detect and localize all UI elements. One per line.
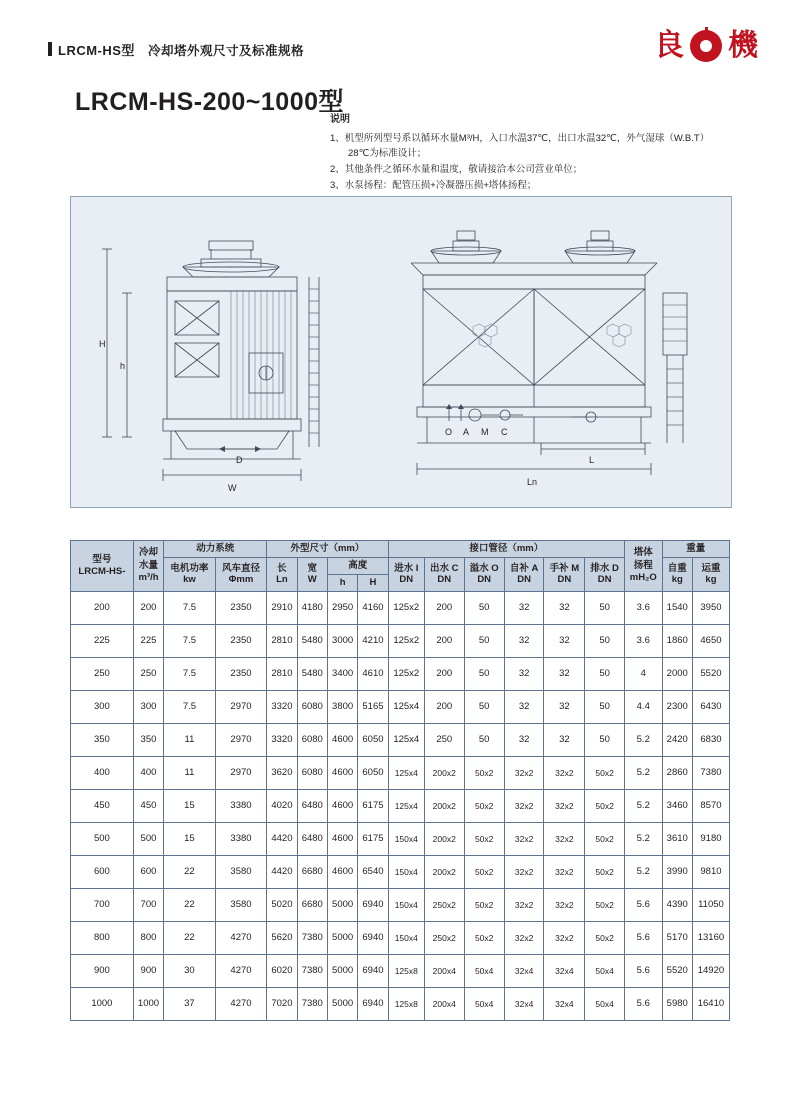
th-height-h: h bbox=[327, 574, 357, 591]
cell: 6680 bbox=[297, 888, 327, 921]
cell: 32 bbox=[504, 591, 544, 624]
table-row bbox=[71, 921, 730, 954]
cell: 700 bbox=[71, 888, 134, 921]
cell: 4.4 bbox=[624, 690, 662, 723]
cell: 14920 bbox=[692, 954, 729, 987]
cell: 9180 bbox=[692, 822, 729, 855]
th-flow: 冷却 水量 m³/h bbox=[133, 541, 163, 592]
table-row bbox=[71, 591, 730, 624]
cell: 50 bbox=[464, 657, 504, 690]
cell: 37 bbox=[164, 987, 216, 1020]
cell: 7.5 bbox=[164, 591, 216, 624]
cell: 3580 bbox=[215, 888, 267, 921]
cell: 250x2 bbox=[424, 921, 464, 954]
nozzle-label-C: C bbox=[501, 427, 508, 437]
cell: 900 bbox=[71, 954, 134, 987]
cell: 2350 bbox=[215, 624, 267, 657]
table-row bbox=[71, 954, 730, 987]
cell: 11 bbox=[164, 756, 216, 789]
cell: 5.2 bbox=[624, 789, 662, 822]
cell: 3610 bbox=[662, 822, 692, 855]
cell: 125x2 bbox=[388, 624, 424, 657]
cell: 200x2 bbox=[424, 756, 464, 789]
cell: 32x2 bbox=[504, 756, 544, 789]
dim-label-D: D bbox=[236, 455, 243, 465]
cell: 13160 bbox=[692, 921, 729, 954]
cell: 3620 bbox=[267, 756, 297, 789]
cell: 4160 bbox=[358, 591, 388, 624]
table-row bbox=[71, 789, 730, 822]
cell: 32x4 bbox=[504, 987, 544, 1020]
cell: 5.6 bbox=[624, 954, 662, 987]
cell: 6940 bbox=[358, 987, 388, 1020]
cell: 5.2 bbox=[624, 756, 662, 789]
cell: 32x2 bbox=[504, 789, 544, 822]
cell: 2860 bbox=[662, 756, 692, 789]
cell: 32x2 bbox=[504, 888, 544, 921]
cell: 50x4 bbox=[585, 987, 625, 1020]
cell: 50x2 bbox=[585, 789, 625, 822]
cell: 200x4 bbox=[424, 987, 464, 1020]
cell: 300 bbox=[71, 690, 134, 723]
specification-table-body bbox=[71, 591, 730, 1020]
cell: 3460 bbox=[662, 789, 692, 822]
header-accent-bar bbox=[48, 42, 52, 56]
drawing-panel bbox=[70, 196, 732, 508]
cell: 4420 bbox=[267, 855, 297, 888]
page-header bbox=[0, 0, 800, 86]
cell: 32x2 bbox=[544, 855, 585, 888]
cell: 32x2 bbox=[544, 756, 585, 789]
cell: 15 bbox=[164, 822, 216, 855]
dim-label-H: H bbox=[99, 339, 106, 349]
cell: 4270 bbox=[215, 987, 267, 1020]
company-logo bbox=[654, 30, 758, 62]
cell: 32x2 bbox=[504, 822, 544, 855]
cell: 22 bbox=[164, 855, 216, 888]
cell: 32 bbox=[544, 723, 585, 756]
cell: 5000 bbox=[327, 954, 357, 987]
cell: 6080 bbox=[297, 690, 327, 723]
th-operating-weight: 运重 kg bbox=[692, 558, 729, 592]
cell: 32x2 bbox=[504, 855, 544, 888]
cell: 6940 bbox=[358, 921, 388, 954]
cell: 225 bbox=[133, 624, 163, 657]
cell: 6940 bbox=[358, 954, 388, 987]
cell: 2910 bbox=[267, 591, 297, 624]
cell: 4600 bbox=[327, 789, 357, 822]
page-title: LRCM-HS-200~1000型 bbox=[75, 88, 345, 116]
cell: 600 bbox=[133, 855, 163, 888]
cell: 5.6 bbox=[624, 987, 662, 1020]
cell: 5620 bbox=[267, 921, 297, 954]
header-model-tag: LRCM-HS型 bbox=[58, 43, 135, 58]
cell: 7.5 bbox=[164, 690, 216, 723]
cell: 125x2 bbox=[388, 657, 424, 690]
cell: 50 bbox=[585, 591, 625, 624]
cell: 6175 bbox=[358, 822, 388, 855]
cell: 2300 bbox=[662, 690, 692, 723]
table-row bbox=[71, 723, 730, 756]
cell: 4610 bbox=[358, 657, 388, 690]
cell: 6540 bbox=[358, 855, 388, 888]
cell: 250 bbox=[424, 723, 464, 756]
cell: 7380 bbox=[692, 756, 729, 789]
cell: 5020 bbox=[267, 888, 297, 921]
cell: 50x2 bbox=[585, 756, 625, 789]
cell: 50x4 bbox=[464, 987, 504, 1020]
notes-title: 说明 bbox=[330, 114, 350, 125]
specification-table-wrap bbox=[70, 540, 730, 1021]
cell: 5000 bbox=[327, 888, 357, 921]
cell: 50x2 bbox=[585, 822, 625, 855]
cell: 32 bbox=[544, 690, 585, 723]
th-net-weight: 自重 kg bbox=[662, 558, 692, 592]
cell: 125x4 bbox=[388, 789, 424, 822]
cell: 2420 bbox=[662, 723, 692, 756]
notes-line: 28℃为标准设计； bbox=[348, 148, 427, 160]
cell: 6830 bbox=[692, 723, 729, 756]
th-motor-power: 电机功率 kw bbox=[164, 558, 216, 592]
th-inlet: 进水 I DN bbox=[388, 558, 424, 592]
cell: 3380 bbox=[215, 822, 267, 855]
cell: 2950 bbox=[327, 591, 357, 624]
cell: 32x2 bbox=[544, 822, 585, 855]
cell: 4600 bbox=[327, 822, 357, 855]
cell: 350 bbox=[133, 723, 163, 756]
cell: 800 bbox=[71, 921, 134, 954]
cell: 6480 bbox=[297, 822, 327, 855]
cell: 5170 bbox=[662, 921, 692, 954]
cell: 5520 bbox=[662, 954, 692, 987]
cell: 4020 bbox=[267, 789, 297, 822]
cell: 3950 bbox=[692, 591, 729, 624]
cell: 6050 bbox=[358, 756, 388, 789]
cell: 5000 bbox=[327, 987, 357, 1020]
cell: 125x4 bbox=[388, 756, 424, 789]
cell: 6050 bbox=[358, 723, 388, 756]
cell: 150x4 bbox=[388, 822, 424, 855]
cell: 5480 bbox=[297, 624, 327, 657]
cell: 2810 bbox=[267, 657, 297, 690]
cell: 5.6 bbox=[624, 888, 662, 921]
cell: 800 bbox=[133, 921, 163, 954]
cell: 350 bbox=[71, 723, 134, 756]
cell: 3990 bbox=[662, 855, 692, 888]
cell: 50x2 bbox=[464, 921, 504, 954]
th-head: 塔体 扬程 mH₂O bbox=[624, 541, 662, 592]
cell: 50x2 bbox=[585, 888, 625, 921]
cell: 32x2 bbox=[544, 888, 585, 921]
cell: 15 bbox=[164, 789, 216, 822]
cell: 32x4 bbox=[504, 954, 544, 987]
th-length: 长 Ln bbox=[267, 558, 297, 592]
cell: 50 bbox=[585, 657, 625, 690]
cell: 50 bbox=[464, 591, 504, 624]
cell: 22 bbox=[164, 888, 216, 921]
cell: 500 bbox=[133, 822, 163, 855]
cell: 11050 bbox=[692, 888, 729, 921]
cell: 4390 bbox=[662, 888, 692, 921]
cell: 3400 bbox=[327, 657, 357, 690]
cell: 200 bbox=[133, 591, 163, 624]
cell: 5.2 bbox=[624, 822, 662, 855]
cell: 1000 bbox=[133, 987, 163, 1020]
cell: 5.2 bbox=[624, 855, 662, 888]
cell: 50x2 bbox=[464, 756, 504, 789]
cell: 2350 bbox=[215, 591, 267, 624]
cell: 32x4 bbox=[544, 987, 585, 1020]
cell: 125x8 bbox=[388, 954, 424, 987]
cell: 150x4 bbox=[388, 855, 424, 888]
th-group-connections: 接口管径（mm） bbox=[388, 541, 624, 558]
cell: 3580 bbox=[215, 855, 267, 888]
cell: 32x2 bbox=[544, 921, 585, 954]
cell: 3320 bbox=[267, 723, 297, 756]
table-row bbox=[71, 624, 730, 657]
th-height-H: H bbox=[358, 574, 388, 591]
cell: 3320 bbox=[267, 690, 297, 723]
cell: 5000 bbox=[327, 921, 357, 954]
cell: 150x4 bbox=[388, 888, 424, 921]
cell: 3.6 bbox=[624, 591, 662, 624]
cell: 4600 bbox=[327, 756, 357, 789]
cell: 50 bbox=[464, 690, 504, 723]
cell: 400 bbox=[133, 756, 163, 789]
cell: 50 bbox=[585, 690, 625, 723]
nozzle-label-M: M bbox=[481, 427, 489, 437]
notes-line: 2、其他条件之循环水量和温度，敬请接洽本公司营业单位； bbox=[330, 163, 583, 175]
cell: 32 bbox=[544, 624, 585, 657]
cell: 2970 bbox=[215, 690, 267, 723]
dim-label-h: h bbox=[120, 361, 126, 371]
notes-line: 3、水泵扬程：配管压损+冷凝器压损+塔体扬程； bbox=[330, 179, 537, 191]
th-height-group: 高度 bbox=[327, 558, 388, 575]
cell: 50x4 bbox=[585, 954, 625, 987]
cell: 250 bbox=[71, 657, 134, 690]
cell: 125x8 bbox=[388, 987, 424, 1020]
cell: 6430 bbox=[692, 690, 729, 723]
th-overflow: 溢水 O DN bbox=[464, 558, 504, 592]
cell: 300 bbox=[133, 690, 163, 723]
cell: 2810 bbox=[267, 624, 297, 657]
cell: 4600 bbox=[327, 723, 357, 756]
th-outlet: 出水 C DN bbox=[424, 558, 464, 592]
cell: 5.6 bbox=[624, 921, 662, 954]
cell: 50x2 bbox=[464, 789, 504, 822]
cell: 50 bbox=[585, 723, 625, 756]
cell: 7380 bbox=[297, 954, 327, 987]
cell: 3000 bbox=[327, 624, 357, 657]
cell: 3800 bbox=[327, 690, 357, 723]
cell: 5480 bbox=[297, 657, 327, 690]
cell: 1540 bbox=[662, 591, 692, 624]
cell: 9810 bbox=[692, 855, 729, 888]
cell: 125x4 bbox=[388, 690, 424, 723]
notes-block bbox=[330, 112, 750, 193]
cell: 400 bbox=[71, 756, 134, 789]
cell: 32 bbox=[544, 591, 585, 624]
cell: 450 bbox=[133, 789, 163, 822]
cell: 200 bbox=[424, 624, 464, 657]
cell: 4210 bbox=[358, 624, 388, 657]
cooling-tower-drawings bbox=[71, 197, 729, 505]
cell: 250 bbox=[133, 657, 163, 690]
cell: 200 bbox=[424, 591, 464, 624]
table-row bbox=[71, 822, 730, 855]
cell: 5980 bbox=[662, 987, 692, 1020]
cell: 32x2 bbox=[544, 789, 585, 822]
cell: 500 bbox=[71, 822, 134, 855]
cell: 5.2 bbox=[624, 723, 662, 756]
cell: 4180 bbox=[297, 591, 327, 624]
cell: 50x2 bbox=[585, 921, 625, 954]
cell: 50x4 bbox=[464, 954, 504, 987]
cell: 50 bbox=[585, 624, 625, 657]
dim-label-L: L bbox=[589, 455, 595, 465]
cell: 32 bbox=[544, 657, 585, 690]
cell: 150x4 bbox=[388, 921, 424, 954]
th-group-power: 动力系统 bbox=[164, 541, 267, 558]
cell: 4650 bbox=[692, 624, 729, 657]
cell: 700 bbox=[133, 888, 163, 921]
cell: 6080 bbox=[297, 723, 327, 756]
cell: 900 bbox=[133, 954, 163, 987]
cell: 32 bbox=[504, 657, 544, 690]
cell: 600 bbox=[71, 855, 134, 888]
cell: 200x2 bbox=[424, 822, 464, 855]
logo-char-left: 良 bbox=[654, 28, 684, 63]
cell: 50x2 bbox=[464, 822, 504, 855]
cell: 7380 bbox=[297, 987, 327, 1020]
th-group-weight: 重量 bbox=[662, 541, 729, 558]
cell: 200 bbox=[424, 690, 464, 723]
table-row bbox=[71, 888, 730, 921]
th-fan-diameter: 风车直径 Φmm bbox=[215, 558, 267, 592]
cell: 1860 bbox=[662, 624, 692, 657]
table-row bbox=[71, 756, 730, 789]
cell: 250x2 bbox=[424, 888, 464, 921]
cell: 4270 bbox=[215, 954, 267, 987]
cell: 200x2 bbox=[424, 855, 464, 888]
notes-line: 1、机型所列型号系以循环水量M³/H，入口水温37℃，出口水温32℃，外气湿球（W.B.T） bbox=[330, 132, 710, 144]
cell: 2350 bbox=[215, 657, 267, 690]
cell: 4270 bbox=[215, 921, 267, 954]
gear-icon bbox=[690, 30, 722, 62]
dim-label-W: W bbox=[228, 483, 237, 493]
cell: 30 bbox=[164, 954, 216, 987]
cell: 11 bbox=[164, 723, 216, 756]
cell: 6175 bbox=[358, 789, 388, 822]
th-model: 型号 LRCM-HS- bbox=[71, 541, 134, 592]
cell: 6020 bbox=[267, 954, 297, 987]
cell: 200 bbox=[71, 591, 134, 624]
cell: 50x2 bbox=[464, 888, 504, 921]
th-width: 宽 W bbox=[297, 558, 327, 592]
cell: 32 bbox=[504, 690, 544, 723]
cell: 16410 bbox=[692, 987, 729, 1020]
cell: 125x4 bbox=[388, 723, 424, 756]
dim-label-Ln: Ln bbox=[527, 477, 538, 487]
cell: 1000 bbox=[71, 987, 134, 1020]
cell: 6680 bbox=[297, 855, 327, 888]
cell: 2970 bbox=[215, 756, 267, 789]
cell: 125x2 bbox=[388, 591, 424, 624]
cell: 50x2 bbox=[464, 855, 504, 888]
specification-table bbox=[70, 540, 730, 1021]
cell: 225 bbox=[71, 624, 134, 657]
th-group-dimensions: 外型尺寸（mm） bbox=[267, 541, 388, 558]
cell: 4 bbox=[624, 657, 662, 690]
table-row bbox=[71, 657, 730, 690]
cell: 32 bbox=[504, 624, 544, 657]
cell: 7.5 bbox=[164, 624, 216, 657]
cell: 2970 bbox=[215, 723, 267, 756]
cell: 200x4 bbox=[424, 954, 464, 987]
cell: 50x2 bbox=[585, 855, 625, 888]
cell: 4420 bbox=[267, 822, 297, 855]
cell: 6940 bbox=[358, 888, 388, 921]
cell: 200 bbox=[424, 657, 464, 690]
table-row bbox=[71, 690, 730, 723]
cell: 6080 bbox=[297, 756, 327, 789]
cell: 7.5 bbox=[164, 657, 216, 690]
nozzle-label-A: A bbox=[463, 427, 470, 437]
cell: 50 bbox=[464, 723, 504, 756]
cell: 6480 bbox=[297, 789, 327, 822]
cell: 7020 bbox=[267, 987, 297, 1020]
cell: 8570 bbox=[692, 789, 729, 822]
th-manual-makeup: 手补 M DN bbox=[544, 558, 585, 592]
header-subtitle: 冷却塔外观尺寸及标准规格 bbox=[148, 44, 305, 58]
th-drain: 排水 D DN bbox=[585, 558, 625, 592]
cell: 5520 bbox=[692, 657, 729, 690]
cell: 4600 bbox=[327, 855, 357, 888]
cell: 22 bbox=[164, 921, 216, 954]
cell: 32x2 bbox=[504, 921, 544, 954]
cell: 3380 bbox=[215, 789, 267, 822]
cell: 32x4 bbox=[544, 954, 585, 987]
cell: 3.6 bbox=[624, 624, 662, 657]
logo-char-right: 機 bbox=[728, 28, 758, 63]
cell: 2000 bbox=[662, 657, 692, 690]
table-row bbox=[71, 987, 730, 1020]
cell: 7380 bbox=[297, 921, 327, 954]
nozzle-label-O: O bbox=[445, 427, 453, 437]
cell: 50 bbox=[464, 624, 504, 657]
table-row bbox=[71, 855, 730, 888]
th-auto-makeup: 自补 A DN bbox=[504, 558, 544, 592]
cell: 32 bbox=[504, 723, 544, 756]
cell: 450 bbox=[71, 789, 134, 822]
cell: 200x2 bbox=[424, 789, 464, 822]
cell: 5165 bbox=[358, 690, 388, 723]
